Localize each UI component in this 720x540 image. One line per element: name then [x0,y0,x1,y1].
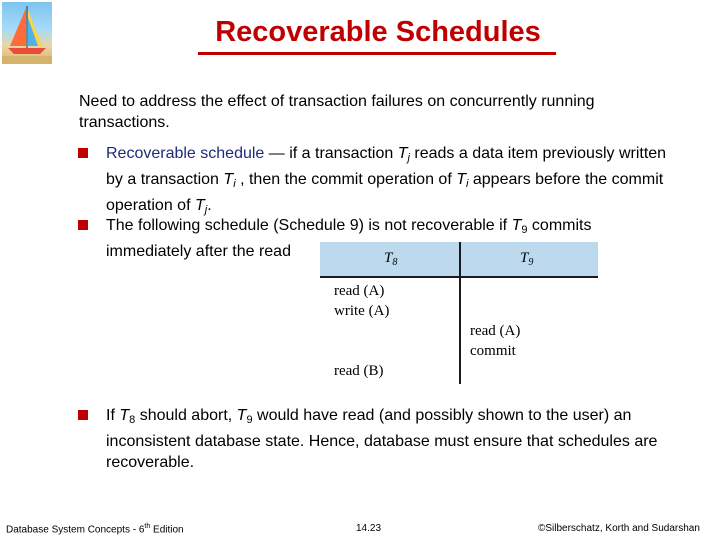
bullet-text-part: The following schedule (Schedule 9) is not recoverable if [106,217,512,234]
recoverable-schedule-term: Recoverable schedule [106,145,265,162]
header-t9 [520,250,533,268]
t8-op-write-a: write (A) [334,303,390,319]
t9-op-read-a: read (A) [470,323,521,339]
subscript: i [465,178,469,190]
subscript: 8 [129,414,136,426]
bullet-square-icon [78,410,88,420]
transaction-symbol: T [511,217,522,234]
header-t9-subscript: 9 [528,257,534,268]
transaction-symbol: T [236,407,247,424]
subscript: 9 [521,224,528,236]
footer-text: Database System Concepts - 6 [6,524,145,536]
bullet-text-part: appears before the commit operation of [106,171,664,214]
header-t8-subscript: 8 [392,257,398,268]
t8-op-read-b: read (B) [334,363,384,379]
bullet-text-part: — if a transaction [264,145,398,162]
column-divider [459,242,461,384]
intro-paragraph: Need to address the effect of transaction failures on concurrently running transactions. [79,93,595,131]
bullet-text-part: would have read (and possibly shown to the user) an inconsistent database state. Hence, database must ensure that schedules are recoverable. [106,407,658,471]
schedule-9-table [320,242,598,384]
footer-page-number: 14.23 [356,523,382,534]
subscript: 9 [246,414,253,426]
footer-book-title [6,523,184,535]
footer-superscript: th [144,523,151,530]
footer-copyright: ©Silberschatz, Korth and Sudarshan [538,523,700,534]
bullet-text [106,143,681,221]
title-underline [198,52,556,55]
header-t8 [384,250,397,268]
subscript: j [204,204,208,216]
bullet-text-part: , then the commit operation of [235,171,457,188]
subscript: i [233,178,236,190]
t9-op-commit: commit [470,343,516,359]
header-t9-symbol: T [520,250,529,266]
transaction-symbol: T [397,145,408,162]
subscript: j [407,152,410,164]
transaction-symbol: T [456,171,466,188]
transaction-symbol: T [223,171,234,188]
footer-text: Edition [150,524,184,536]
bullet-text-part: commits immediately after the read [106,217,592,260]
bullet-text-part: If [106,407,120,424]
t8-op-read-a: read (A) [334,283,385,299]
bullet-square-icon [78,148,88,158]
bullet-text-part: reads a data item previously written by a transaction [106,145,667,188]
slide-title: Recoverable Schedules [215,16,541,48]
transaction-symbol: T [194,197,205,214]
bullet-text-part: should abort, [135,407,237,424]
header-t8-symbol: T [384,250,393,266]
bullet-square-icon [78,220,88,230]
transaction-symbol: T [119,407,130,424]
bullet-text [106,405,681,473]
bullet-text-part: . [207,197,212,214]
